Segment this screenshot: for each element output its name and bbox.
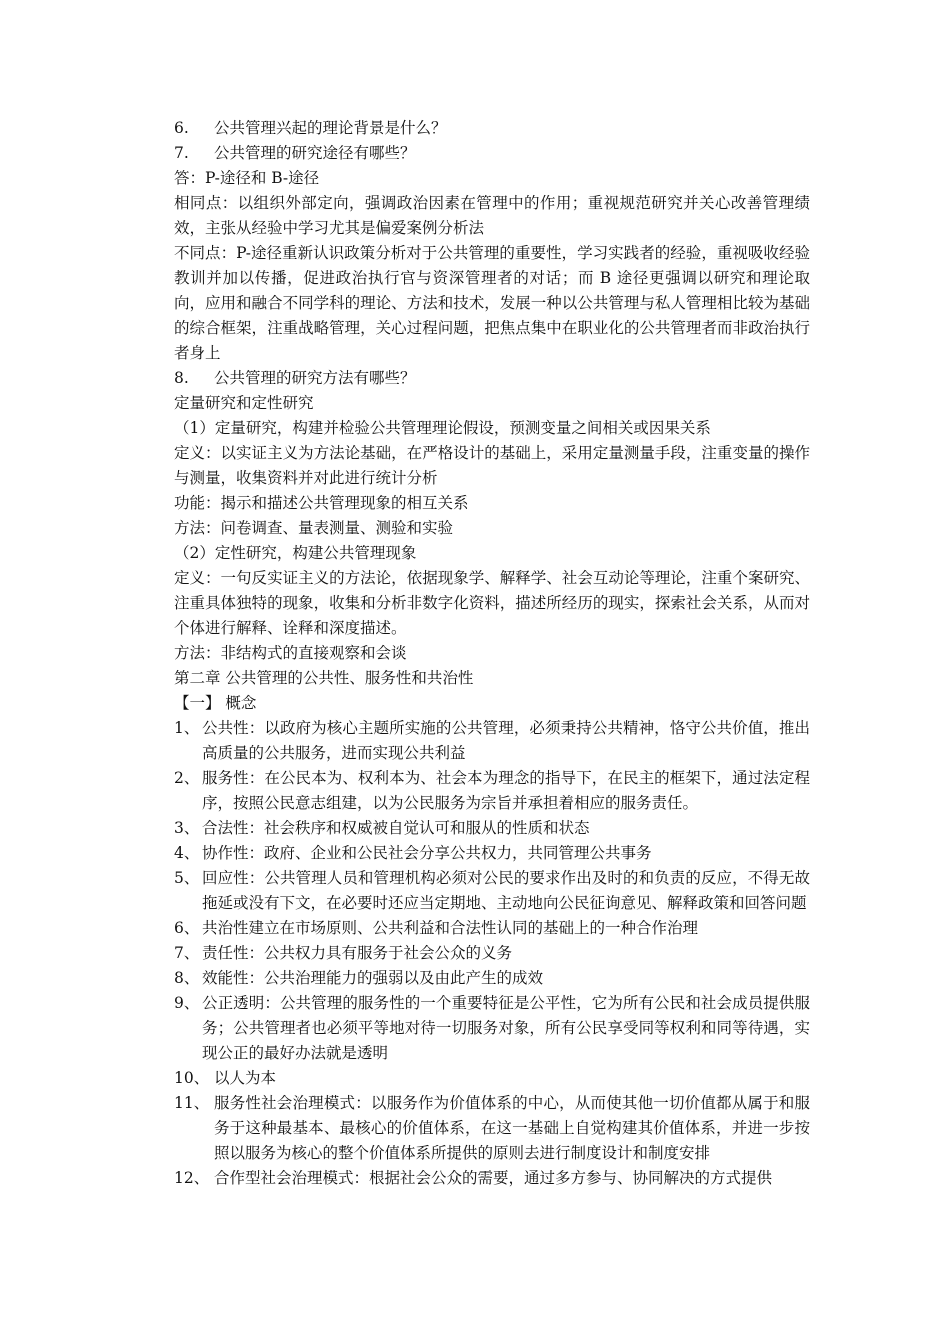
list-item-number: 10、: [174, 1069, 210, 1087]
list-item: [174, 1066, 810, 1091]
list-item: [174, 966, 810, 991]
list-item: [174, 866, 810, 916]
question-text: 公共管理兴起的理论背景是什么？: [214, 119, 447, 137]
list-item-number: 1、: [174, 719, 200, 737]
list-item: [174, 766, 810, 816]
list-item-text: 责任性：公共权力具有服务于社会公众的义务: [202, 944, 513, 962]
list-item-number: 5、: [174, 869, 200, 887]
methods-line: 定量研究和定性研究: [174, 394, 314, 412]
differences-paragraph: 不同点：P-途径重新认识政策分析对于公共管理的重要性，学习实践者的经验，重视吸收经验教训并加以传播，促进政治执行官与资深管理者的对话；而 B 途径更强调以研究和理论取向，应用和融合不同学科的理论、方法和技术，发展一种以公共管理与私人管理相比较为基础的综合框架，注重战略管理，关心过程问题，把焦点集中在职业化的公共管理者而非政治执行者身上: [174, 244, 810, 362]
list-item-number: 9、: [174, 994, 200, 1012]
question-number: 8.: [174, 369, 189, 387]
answer-line: 答：P-途径和 B-途径: [174, 169, 320, 187]
list-item-text: 以人为本: [214, 1069, 277, 1087]
list-item-number: 11、: [174, 1094, 210, 1112]
list-item-text: 服务性社会治理模式：以服务作为价值体系的中心，从而使其他一切价值都从属于和服务于这种最基本、最核心的价值体系，在这一基础上自觉构建其价值体系，并进一步按照以服务为核心的整个价值体系所提供的原则去进行制度设计和制度安排: [214, 1094, 810, 1162]
list-item-number: 4、: [174, 844, 200, 862]
list-item-text: 合作型社会治理模式：根据社会公众的需要，通过多方参与、协同解决的方式提供: [214, 1169, 773, 1187]
quantitative-function: 功能：揭示和描述公共管理现象的相互关系: [174, 494, 469, 512]
list-item-number: 3、: [174, 819, 200, 837]
section-heading: 【一】 概念: [174, 694, 257, 712]
list-item-text: 公正透明：公共管理的服务性的一个重要特征是公平性，它为所有公民和社会成员提供服务；公共管理者也必须平等地对待一切服务对象，所有公民享受同等权利和同等待遇，实现公正的最好办法就是透明: [202, 994, 810, 1062]
qualitative-heading: （2）定性研究，构建公共管理现象: [174, 544, 417, 562]
qualitative-definition: 定义：一句反实证主义的方法论，依据现象学、解释学、社会互动论等理论，注重个案研究、注重具体独特的现象，收集和分析非数字化资料，描述所经历的现实，探索社会关系，从而对个体进行解释、诠释和深度描述。: [174, 569, 810, 637]
chapter-title: 第二章 公共管理的公共性、服务性和共治性: [174, 669, 474, 687]
list-item-text: 合法性：社会秩序和权威被自觉认可和服从的性质和状态: [202, 819, 590, 837]
list-item-number: 12、: [174, 1169, 210, 1187]
question-8: [174, 366, 810, 391]
list-item: [174, 991, 810, 1066]
list-item-text: 效能性：公共治理能力的强弱以及由此产生的成效: [202, 969, 544, 987]
question-6: [174, 116, 810, 141]
list-item-number: 2、: [174, 769, 200, 787]
list-item-text: 公共性：以政府为核心主题所实施的公共管理，必须秉持公共精神，恪守公共价值，推出高质量的公共服务，进而实现公共利益: [202, 719, 810, 762]
list-item-number: 6、: [174, 919, 200, 937]
list-item: [174, 841, 810, 866]
question-7: [174, 141, 810, 166]
list-item-text: 回应性：公共管理人员和管理机构必须对公民的要求作出及时的和负责的反应，不得无故拖延或没有下文，在必要时还应当定期地、主动地向公民征询意见、解释政策和回答问题: [202, 869, 810, 912]
quantitative-definition: 定义：以实证主义为方法论基础，在严格设计的基础上，采用定量测量手段，注重变量的操作与测量，收集资料并对此进行统计分析: [174, 444, 810, 487]
quantitative-method: 方法：问卷调查、量表测量、测验和实验: [174, 519, 454, 537]
quantitative-heading: （1）定量研究，构建并检验公共管理理论假设，预测变量之间相关或因果关系: [174, 419, 711, 437]
question-text: 公共管理的研究途径有哪些？: [214, 144, 416, 162]
list-item: [174, 716, 810, 766]
qualitative-method: 方法：非结构式的直接观察和会谈: [174, 644, 407, 662]
list-item-number: 7、: [174, 944, 200, 962]
list-item: [174, 816, 810, 841]
similarities-paragraph: 相同点：以组织外部定向，强调政治因素在管理中的作用；重视规范研究并关心改善管理绩效，主张从经验中学习尤其是偏爱案例分析法: [174, 194, 810, 237]
list-item: [174, 1166, 810, 1191]
question-number: 6.: [174, 119, 189, 137]
list-item-text: 共治性建立在市场原则、公共利益和合法性认同的基础上的一种合作治理: [202, 919, 699, 937]
list-item-text: 协作性：政府、企业和公民社会分享公共权力，共同管理公共事务: [202, 844, 652, 862]
list-item-number: 8、: [174, 969, 200, 987]
question-number: 7.: [174, 144, 189, 162]
question-text: 公共管理的研究方法有哪些？: [214, 369, 416, 387]
list-item-text: 服务性：在公民本为、权利本为、社会本为理念的指导下，在民主的框架下，通过法定程序，按照公民意志组建，以为公民服务为宗旨并承担着相应的服务责任。: [202, 769, 810, 812]
list-item: [174, 916, 810, 941]
list-item: [174, 1091, 810, 1166]
document-body: [174, 116, 810, 1191]
list-item: [174, 941, 810, 966]
